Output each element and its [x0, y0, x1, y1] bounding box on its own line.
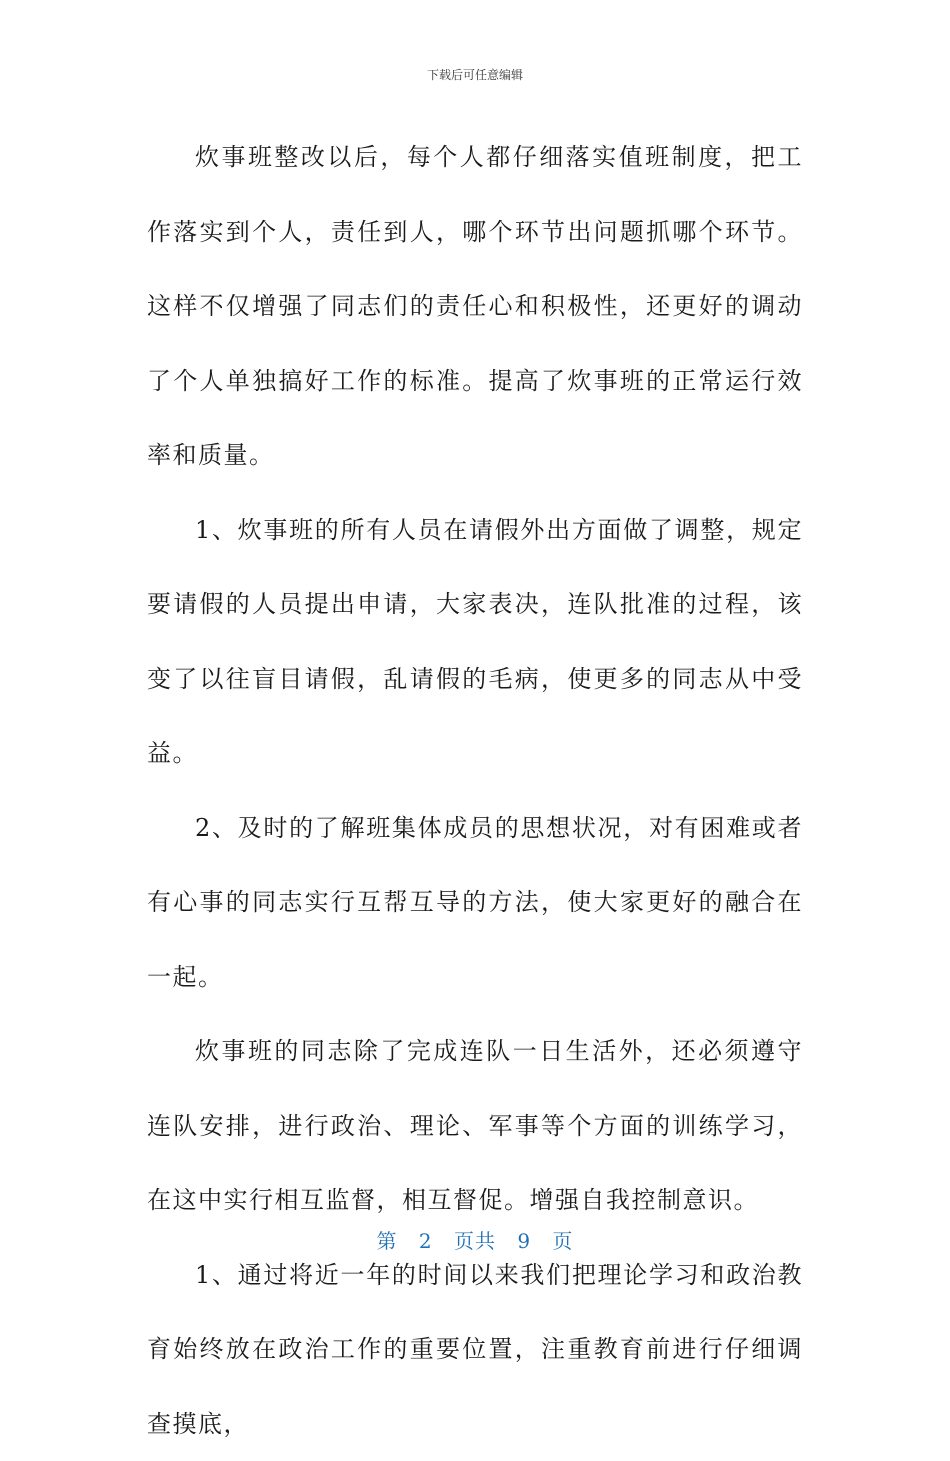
page-header: 下载后可任意编辑: [0, 66, 950, 83]
paragraph: 炊事班的同志除了完成连队一日生活外，还必须遵守连队安排，进行政治、理论、军事等个方面的训练学习，在这中实行相互监督，相互督促。增强自我控制意识。: [147, 1014, 803, 1238]
document-body: [147, 120, 803, 1461]
paragraph: 炊事班整改以后，每个人都仔细落实值班制度，把工作落实到个人，责任到人，哪个环节出问题抓哪个环节。这样不仅增强了同志们的责任心和积极性，还更好的调动了个人单独搞好工作的标准。提高了炊事班的正常运行效率和质量。: [147, 120, 803, 493]
paragraph: 2、及时的了解班集体成员的思想状况，对有困难或者有心事的同志实行互帮互导的方法，使大家更好的融合在一起。: [147, 791, 803, 1015]
page-number-footer: 第 2 页共 9 页: [0, 1225, 950, 1254]
paragraph: 1、通过将近一年的时间以来我们把理论学习和政治教育始终放在政治工作的重要位置，注重教育前进行仔细调查摸底，: [147, 1238, 803, 1461]
paragraph: 1、炊事班的所有人员在请假外出方面做了调整，规定要请假的人员提出申请，大家表决，连队批准的过程，该变了以往盲目请假，乱请假的毛病，使更多的同志从中受益。: [147, 493, 803, 791]
